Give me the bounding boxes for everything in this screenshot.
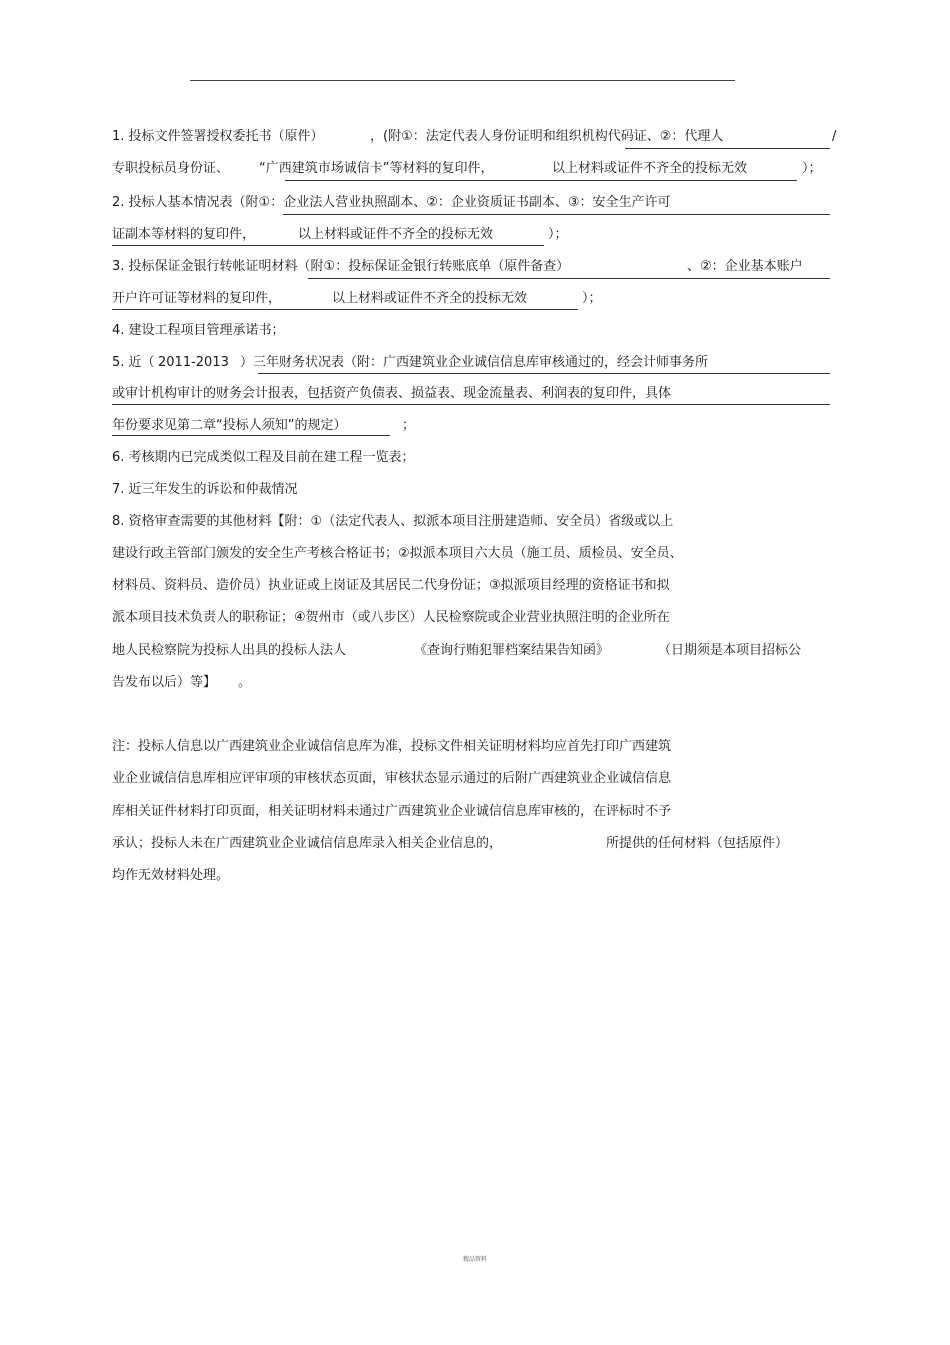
header-rule [190,80,735,81]
item-text: 以上材料或证件不齐全的投标无效 [332,291,528,306]
note-text: 所提供的任何材料（包括原件） [606,836,789,851]
underline [258,373,830,374]
item-text: 4. 建设工程项目管理承诺书； [112,323,285,338]
item-text: 地人民检察院为投标人出具的投标人法人 [112,643,347,658]
item-text: 以上材料或证件不齐全的投标无效 [552,161,748,176]
item-text: 材料员、资料员、造价员）执业证或上岗证及其居民二代身份证；③拟派项目经理的资格证书和拟 [112,578,670,593]
underline [283,214,830,215]
item-text: 年份要求见第二章“投标人须知”的规定） [112,418,347,433]
page-footer: 精品资料 [462,1256,487,1263]
year-range: 2011-2013 [158,355,229,370]
item-text: 2. 投标人基本情况表（附①：企业法人营业执照副本、②：企业资质证书副本、③：安全生产许可 [112,195,671,210]
item-text: ； [402,418,416,433]
underline [308,278,830,279]
item-text: 告发布以后）等】 [112,675,217,690]
item-text: 5. 近（ [112,355,155,370]
underline [112,309,578,310]
item-text: 证副本等材料的复印件， [112,227,256,242]
item-text: 6. 考核期内已完成类似工程及目前在建工程一览表； [112,450,415,465]
note-text: 业企业诚信信息库相应评审项的审核状态页面，审核状态显示通过的后附广西建筑业企业诚信信息 [112,771,672,786]
item-text: 以上材料或证件不齐全的投标无效 [298,227,494,242]
item-text: 7. 近三年发生的诉讼和仲裁情况 [112,482,298,497]
item-text: ）三年财务状况表（附：广西建筑业企业诚信信息库审核通过的，经会计师事务所 [240,355,709,370]
item-text: 1. 投标文件签署授权委托书（原件） [112,129,324,144]
underline [625,148,830,149]
note-text: 承认；投标人未在广西建筑业企业诚信信息库录入相关企业信息的， [112,836,503,851]
item-text: 或审计机构审计的财务会计报表，包括资产负债表、损益表、现金流量表、利润表的复印件，具体 [112,386,672,401]
underline [112,245,544,246]
underline [112,435,390,436]
note-text: 均作无效材料处理。 [112,868,230,883]
note-text: 库相关证件材料打印页面，相关证明材料未通过广西建筑业企业诚信信息库审核的，在评标时不予 [112,804,672,819]
item-text: 建设行政主管部门颁发的安全生产考核合格证书；②拟派本项目六大员（施工员、质检员、安全员、 [112,546,683,561]
underline [285,180,797,181]
item-text: / [832,129,837,144]
item-text: （日期须是本项目招标公 [658,643,802,658]
item-text: ）； [582,291,602,306]
item-text: 派本项目技术负责人的职称证；④贺州市（或八步区）人民检察院或企业营业执照注明的企业所在 [112,610,670,625]
item-text: ，(附①：法定代表人身份证明和组织机构代码证、②：代理人 [370,129,724,144]
item-text: 3. 投标保证金银行转帐证明材料（附①：投标保证金银行转账底单（原件备查） [112,259,570,274]
underline [112,404,830,405]
item-text: 《查询行贿犯罪档案结果告知函》 [414,643,610,658]
note-text: 注：投标人信息以广西建筑业企业诚信信息库为准，投标文件相关证明材料均应首先打印广西建筑 [112,739,672,754]
item-text: 开户许可证等材料的复印件， [112,291,282,306]
item-text: “广西建筑市场诚信卡”等材料的复印件， [259,161,494,176]
item-text: ）； [802,161,822,176]
item-text: 、②：企业基本账户 [687,259,803,274]
item-text: 专职投标员身份证、 [112,161,230,176]
item-text: 8. 资格审查需要的其他材料【附：①（法定代表人、拟派本项目注册建造师、安全员）省级或以上 [112,514,674,529]
item-text: 。 [238,675,252,690]
item-text: ）； [548,227,568,242]
